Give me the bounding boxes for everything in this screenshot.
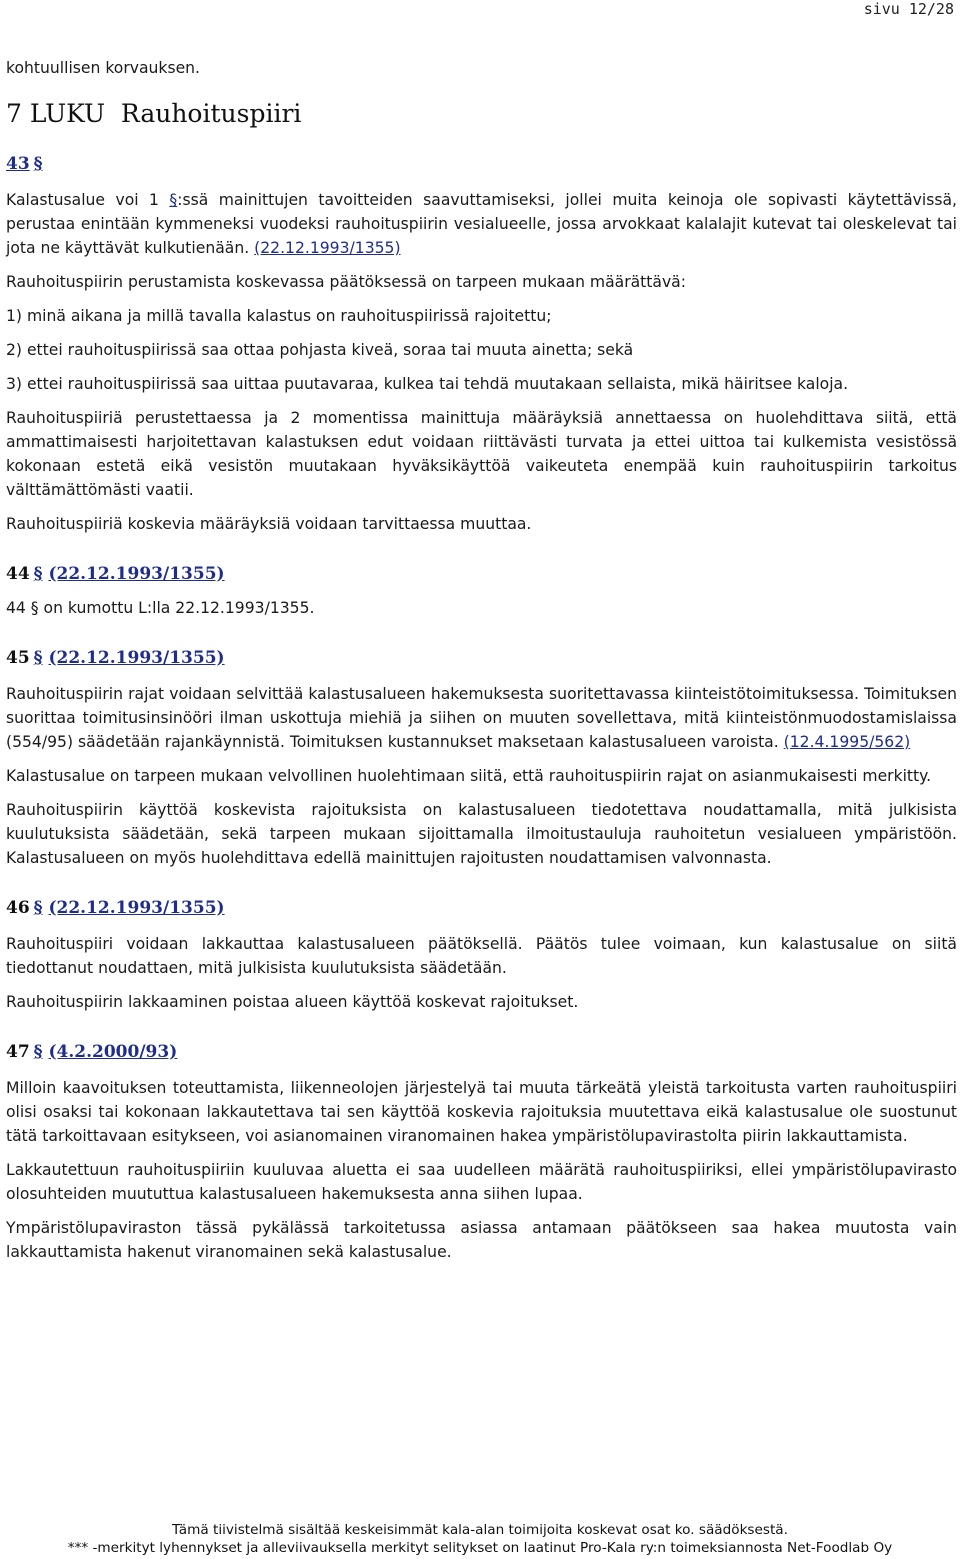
section-46-sign-link[interactable]: § (33, 898, 43, 918)
section-43-item-2: 2) ettei rauhoituspiirissä saa ottaa pohjasta kiveä, soraa tai muuta ainetta; sekä (6, 341, 634, 359)
amendment-link-1995-562[interactable]: (12.4.1995/562) (783, 733, 911, 751)
section-1-reference-link[interactable]: § (169, 191, 178, 209)
section-46-paragraph-1: Rauhoituspiiri voidaan lakkauttaa kalastusalueen päätöksellä. Päätös tulee voimaan, kun kalastusalue on siitä tiedottanut noudattaen, mitä julkisista kuulutuksista säädetään. (6, 935, 957, 977)
section-46-amendment-link[interactable]: (22.12.1993/1355) (48, 898, 225, 918)
section-45-heading: 45 § (22.12.1993/1355) (6, 648, 225, 668)
section-43-number-link[interactable]: 43 (6, 154, 30, 174)
section-47-amendment-link[interactable]: (4.2.2000/93) (48, 1042, 178, 1062)
section-45-paragraph-1: Rauhoituspiirin rajat voidaan selvittää kalastusalueen hakemuksesta suoritettavassa kiinteistötoimituksessa. Toimituksen suorittaa toimitusinsinööri ilman uskottuja miehiä ja siihen on muuten sovellettava, mitä kiinteistönmuodostamislaissa (554/95) säädetään rajankäynnistä. Toimituksen kustannukset maksetaan kalastusalueen varoista. (12.4.1995/562) (6, 685, 957, 751)
section-47-paragraph-3: Ympäristölupaviraston tässä pykälässä tarkoitetussa asiassa antamaan päätökseen saa hakea muutosta vain lakkauttamista hakenut viranomainen sekä kalastusalue. (6, 1219, 957, 1261)
page-number: sivu 12/28 (863, 0, 954, 18)
intro-text: kohtuullisen korvauksen. (6, 59, 201, 77)
section-43-paragraph-1: Kalastusalue voi 1 §:ssä mainittujen tavoitteiden saavuttamiseksi, jollei muita keinoja ole sopivasti käytettävissä, perustaa enintään kymmeneksi vuodeksi rauhoituspiirin vesialueelle, jossa arvokkaat kalalajit kutevat tai oleskelevat tai jota ne käyttävät kulkutienään. (22.12.1993/1355) (6, 191, 958, 257)
section-43-item-1: 1) minä aikana ja millä tavalla kalastus on rauhoituspiirissä rajoitettu; (6, 307, 552, 325)
section-44-sign-link[interactable]: § (33, 564, 43, 584)
section-45-amendment-link[interactable]: (22.12.1993/1355) (48, 648, 225, 668)
section-47-heading: 47 § (4.2.2000/93) (6, 1042, 178, 1062)
footer-line-1: Tämä tiivistelmä sisältää keskeisimmät kala-alan toimijoita koskevat osat ko. säädöksestä. (172, 1522, 788, 1538)
section-47-paragraph-2: Lakkautettuun rauhoituspiiriin kuuluvaa aluetta ei saa uudelleen määrätä rauhoituspiiriksi, ellei ympäristölupavirasto olosuhteiden muututtua kalastusalueen hakemuksesta anna siihen lupaa. (6, 1161, 957, 1203)
section-45-sign-link[interactable]: § (33, 648, 43, 668)
section-47-paragraph-1: Milloin kaavoituksen toteuttamista, liikenneolojen järjestelyä tai muuta tärkeätä yleistä tarkoitusta varten rauhoituspiiri olisi osaksi tai kokonaan lakkautettava tai sen käyttöä koskevia rajoituksia muutettava eikä kalastusalue ole suostunut tätä tarkoittavaan esitykseen, voi asianomainen viranomainen hakea ympäristölupavirastolta piirin lakkauttamista. (6, 1079, 957, 1145)
amendment-link-1993-1355[interactable]: (22.12.1993/1355) (254, 239, 401, 257)
footer-line-2: *** -merkityt lyhennykset ja alleviivauksella merkityt selitykset on laatinut Pro-Kala ry:n toimeksiannosta Net-Foodlab Oy (67, 1540, 893, 1556)
chapter-number: 7 LUKU (6, 99, 106, 128)
section-43-paragraph-4: Rauhoituspiiriä koskevia määräyksiä voidaan tarvittaessa muuttaa. (6, 515, 532, 533)
section-43-paragraph-3: Rauhoituspiiriä perustettaessa ja 2 momentissa mainittuja määräyksiä annettaessa on huolehdittava siitä, että ammattimaisesti harjoitettavan kalastuksen edut voidaan riittävästi turvata ja ettei uittoa tai kulkemista vesistössä kokonaan estetä eikä vesistön muutakaan hyväksikäyttöä vaikeuteta enempää kuin rauhoituspiirin tarkoitus välttämättömästi vaatii. (6, 409, 957, 499)
section-44-heading: 44 § (22.12.1993/1355) (6, 564, 225, 584)
document-body (6, 56, 957, 1274)
section-46-paragraph-2: Rauhoituspiirin lakkaaminen poistaa alueen käyttöä koskevat rajoitukset. (6, 993, 579, 1011)
section-43-heading (6, 152, 957, 176)
section-43-sign-link[interactable]: § (33, 154, 43, 174)
section-44-amendment-link[interactable]: (22.12.1993/1355) (48, 564, 225, 584)
section-43-paragraph-2: Rauhoituspiirin perustamista koskevassa päätöksessä on tarpeen mukaan määrättävä: (6, 273, 686, 291)
section-46-heading: 46 § (22.12.1993/1355) (6, 898, 225, 918)
section-47-sign-link[interactable]: § (33, 1042, 43, 1062)
section-43-item-3: 3) ettei rauhoituspiirissä saa uittaa puutavaraa, kulkea tai tehdä muutakaan sellaista, mikä häiritsee kaloja. (6, 375, 849, 393)
section-44-paragraph-1: 44 § on kumottu L:lla 22.12.1993/1355. (6, 599, 315, 617)
chapter-heading (6, 98, 957, 130)
section-45-paragraph-3: Rauhoituspiirin käyttöä koskevista rajoituksista on kalastusalueen tiedotettava noudattamalla, mitä julkisista kuulutuksista säädetään, sekä tarpeen mukaan sijoittamalla ilmoitustauluja rauhoitetun vesialueen ympäristöön. Kalastusalueen on myös huolehdittava edellä mainittujen rajoitusten noudattamisen valvonnasta. (6, 801, 957, 867)
section-45-paragraph-2: Kalastusalue on tarpeen mukaan velvollinen huolehtimaan siitä, että rauhoituspiirin rajat on asianmukaisesti merkitty. (6, 767, 932, 785)
chapter-title: Rauhoituspiiri (120, 99, 302, 128)
